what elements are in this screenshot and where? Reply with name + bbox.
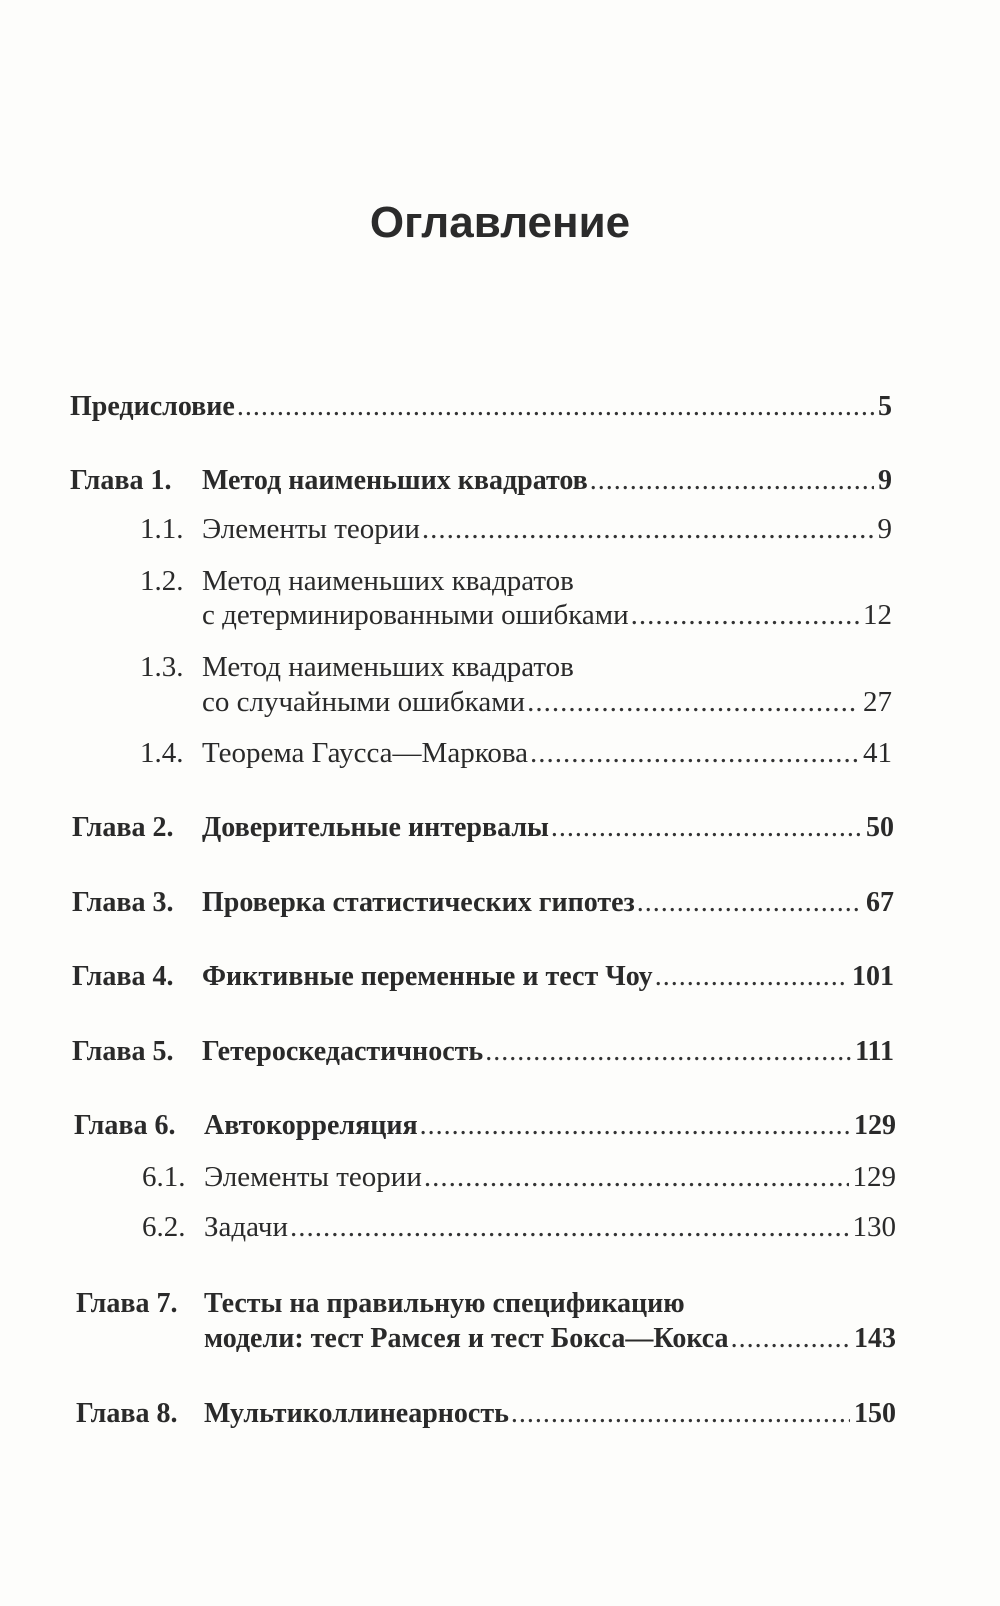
toc-entry-section-1-1[interactable]: [140, 512, 892, 546]
toc-entry-chapter-4[interactable]: [72, 960, 894, 994]
entry-label-line1: Метод наименьших квадратов: [202, 565, 574, 597]
chapter-number: Глава 3.: [72, 887, 174, 918]
page-number: 101: [852, 961, 894, 992]
toc-entry-chapter-3[interactable]: [72, 886, 894, 920]
page-number: 130: [852, 1211, 896, 1243]
toc-entry-chapter-5[interactable]: [72, 1035, 894, 1069]
entry-label: Элементы теории: [204, 1161, 422, 1193]
section-number: 6.1.: [142, 1161, 186, 1193]
toc-entry-chapter-1[interactable]: [70, 464, 892, 498]
dot-leader: [631, 598, 859, 632]
toc-entry-chapter-8[interactable]: [76, 1397, 896, 1431]
dot-leader: [637, 886, 862, 920]
entry-label: Задачи: [204, 1211, 288, 1243]
section-number: 1.4.: [140, 737, 184, 769]
page-number: 27: [863, 686, 892, 718]
dot-leader: [511, 1397, 850, 1431]
dot-leader: [530, 736, 859, 770]
toc-entry-chapter-6[interactable]: [74, 1109, 896, 1143]
entry-label: со случайными ошибками: [202, 686, 526, 718]
page-number: 50: [866, 812, 894, 843]
toc-entry-section-1-3[interactable]: [202, 685, 892, 719]
toc-entry-section-1-2[interactable]: [202, 598, 892, 632]
chapter-number: Глава 6.: [74, 1110, 176, 1141]
chapter-number: Глава 1.: [70, 465, 172, 496]
dot-leader: [527, 685, 859, 719]
chapter-number: Глава 7.: [76, 1288, 178, 1319]
section-number: 1.1.: [140, 513, 184, 545]
toc-entry-chapter-7[interactable]: [204, 1322, 896, 1356]
entry-label-line1: Тесты на правильную спецификацию: [204, 1288, 685, 1319]
page-number: 12: [863, 599, 892, 631]
section-number: 6.2.: [142, 1211, 186, 1243]
dot-leader: [655, 960, 848, 994]
page-number: 129: [854, 1110, 896, 1141]
dot-leader: [290, 1210, 849, 1244]
entry-label: Элементы теории: [202, 513, 420, 545]
dot-leader: [551, 811, 862, 845]
section-number: 1.2.: [140, 565, 184, 597]
dot-leader: [731, 1322, 850, 1356]
toc-entry-chapter-2[interactable]: [72, 811, 894, 845]
entry-label: Проверка статистических гипотез: [202, 887, 635, 918]
entry-label: Гетероскедастичность: [202, 1036, 484, 1067]
dot-leader: [420, 1109, 850, 1143]
entry-label: Мультиколлинеарность: [204, 1398, 509, 1429]
toc-entry-section-6-2[interactable]: [142, 1210, 896, 1244]
dot-leader: [590, 464, 874, 498]
dot-leader: [424, 1160, 849, 1194]
toc-entry-section-1-3-line1[interactable]: [140, 650, 574, 684]
dot-leader: [237, 390, 874, 424]
entry-label: модели: тест Рамсея и тест Бокса—Кокса: [204, 1323, 729, 1354]
toc-entry-section-1-4[interactable]: [140, 736, 892, 770]
chapter-number: Глава 8.: [76, 1398, 178, 1429]
toc-entry-section-1-2-line1[interactable]: [140, 564, 574, 598]
chapter-number: Глава 5.: [72, 1036, 174, 1067]
entry-label: Фиктивные переменные и тест Чоу: [202, 961, 653, 992]
page-number: 9: [878, 465, 892, 496]
page-title: Оглавление: [369, 198, 631, 247]
page-number: 143: [854, 1323, 896, 1354]
entry-label: Предисловие: [70, 391, 235, 422]
page-number: 5: [878, 391, 892, 422]
chapter-number: Глава 2.: [72, 812, 174, 843]
toc-entry-preface[interactable]: [70, 390, 892, 424]
entry-label: Автокорреляция: [204, 1110, 418, 1141]
dot-leader: [422, 512, 874, 546]
section-number: 1.3.: [140, 651, 184, 683]
entry-label: Теорема Гаусса—Маркова: [202, 737, 528, 769]
page-number: 129: [852, 1161, 896, 1193]
page-number: 111: [855, 1036, 894, 1067]
toc-entry-section-6-1[interactable]: [142, 1160, 896, 1194]
page-number: 41: [863, 737, 892, 769]
entry-label-line1: Метод наименьших квадратов: [202, 651, 574, 683]
page-number: 150: [854, 1398, 896, 1429]
entry-label: с детерминированными ошибками: [202, 599, 629, 631]
chapter-number: Глава 4.: [72, 961, 174, 992]
page-number: 67: [866, 887, 894, 918]
dot-leader: [485, 1035, 851, 1069]
page-number: 9: [877, 513, 892, 545]
entry-label: Метод наименьших квадратов: [202, 465, 588, 496]
entry-label: Доверительные интервалы: [202, 812, 549, 843]
toc-entry-chapter-7-line1[interactable]: [76, 1287, 685, 1321]
